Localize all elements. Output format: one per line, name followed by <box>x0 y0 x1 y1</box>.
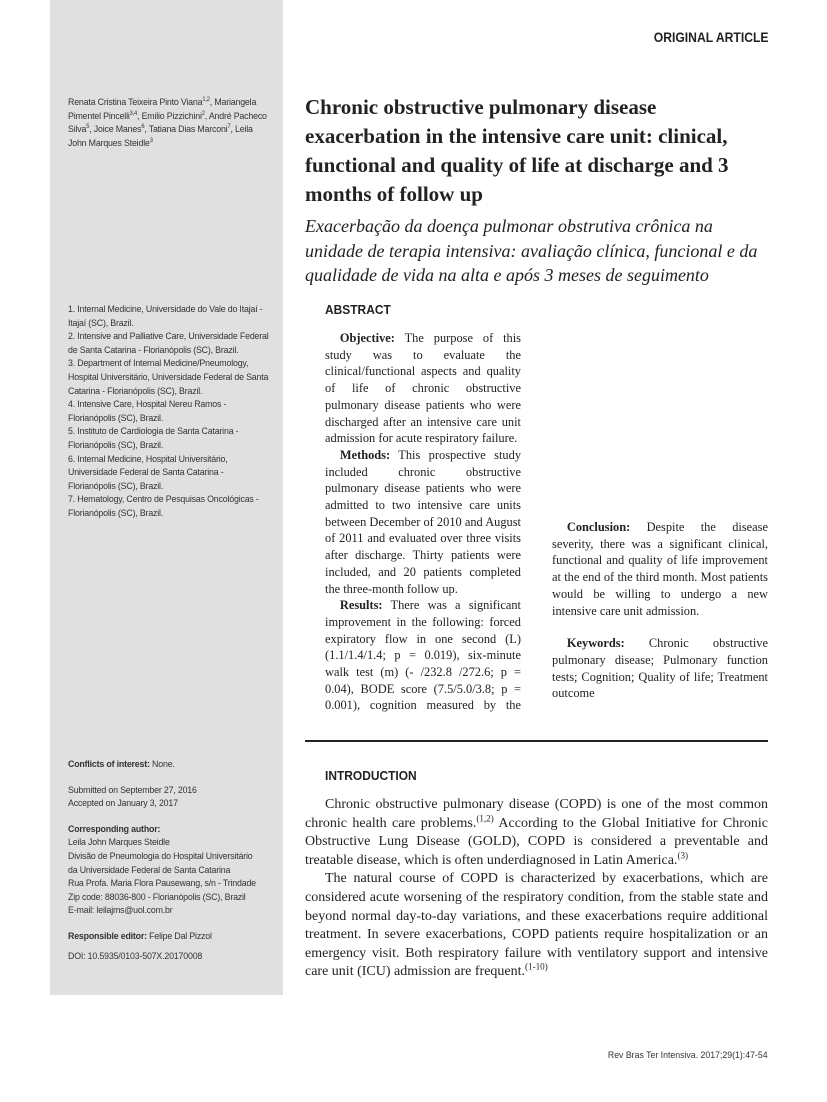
corresponding-email[interactable]: E-mail: leilajms@uol.com.br <box>68 905 173 917</box>
abstract-left-column: Objective: The purpose of this study was to evaluate the clinical/functional aspects and quality of life of chronic obstructive pulmonary disease patients who were discharged after an intensive care unit admission for acute respiratory failure. Methods: This prospective study included chronic obstructive pulmonary disease patients who were admitted to two intensive care units between December of 2010 and August of 2011 and evaluated over three visits after discharge. Thirty patients were included, and 20 patients completed the three-month follow up. Results: There was a significant improvement in the following: forced expiratory flow in one second (L) (1.1/1.4/1.4; p = 0.019), six-minute walk test (m) (- /232.8 /272.6; p = 0.04), BODE score (7.5/5.0/3.8; p = 0.001), cognition measured by the <box>325 331 522 713</box>
submitted-date: Submitted on September 27, 2016 <box>68 784 197 796</box>
corresponding-address: Rua Profa. Maria Flora Pausewang, s/n - Trindade <box>68 878 256 890</box>
accepted-date: Accepted on January 3, 2017 <box>68 798 178 810</box>
abstract-heading: ABSTRACT <box>325 302 391 317</box>
responsible-editor: Responsible editor: Felipe Dal Pizzol <box>68 930 212 942</box>
introduction-heading: INTRODUCTION <box>325 768 417 783</box>
results-continued <box>552 303 768 304</box>
article-meta <box>68 758 272 963</box>
author-list: Renata Cristina Teixeira Pinto Viana$^{1,2}$, Mariangela Pimentel Pincelli$^{3,4}$, Emilio Pizzichini$^2$, André Pacheco Silva$^5$, Joice Manes$^6$, Tatiana Dias Marconi$^7$, Leila John Marques Steidle$^3$ <box>68 95 267 149</box>
corresponding-name: Leila John Marques Steidle <box>68 837 170 849</box>
affiliation: 6. Internal Medicine, Hospital Universitário, Universidade Federal de Santa Catarina - Florianópolis (SC), Brazil. <box>68 453 228 492</box>
affiliation: 1. Internal Medicine, Universidade do Vale do Itajaí - Itajaí (SC), Brazil. <box>68 304 263 329</box>
section-label: ORIGINAL ARTICLE <box>653 30 768 45</box>
corresponding-address: Divisão de Pneumologia do Hospital Universitário <box>68 850 253 862</box>
article-title: Chronic obstructive pulmonary disease exacerbation in the intensive care unit: clinical, functional and quality of life at discharge and 3 months of follow up <box>305 95 729 206</box>
affiliation: 5. Instituto de Cardiologia de Santa Catarina - Florianópolis (SC), Brazil. <box>68 426 239 451</box>
corresponding-address: da Universidade Federal de Santa Catarina <box>68 864 231 876</box>
introduction-body: Chronic obstructive pulmonary disease (COPD) is one of the most common chronic health care problems.$^{(1,2)}$ According to the Global Initiative for Chronic Obstructive Lung Disease (GOLD), COPD is considered a preventable and treatable disease, which is often underdiagnosed in Latin America.$^{(3)}$ The natural course of COPD is characterized by exacerbations, which are considered acute worsening of the respiratory condition, from the stable state and beyond normal day-to-day variations, and these exacerbations require additional treatment. In severe exacerbations, COPD patients require hospitalization or an emergency visit. Both respiratory failure with ventilatory support and intensive care unit (ICU) admission are frequent.$^{(1-10)}$ <box>305 797 769 980</box>
doi[interactable]: DOI: 10.5935/0103-507X.20170008 <box>68 950 203 962</box>
conflicts-of-interest: Conflicts of interest: None. <box>68 759 175 770</box>
affiliations <box>68 303 272 521</box>
affiliation: 4. Intensive Care, Hospital Nereu Ramos - Florianópolis (SC), Brazil. <box>68 399 227 424</box>
abstract-right-column: Conclusion: Despite the disease severity, there was a significant clinical, functional and quality of life improvement at the end of the third month. Most patients would be willing to undergo a new intensive care unit admission. Keywords: Chronic obstructive pulmonary disease; Pulmonary function tests; Cognition; Quality of life; Treatment outcome <box>552 303 768 702</box>
affiliation: 3. Department of Internal Medicine/Pneumology, Hospital Universitário, Universidade Federal de Santa Catarina - Florianópolis (SC), Brazil. <box>68 358 269 397</box>
affiliation: 2. Intensive and Palliative Care, Universidade Federal de Santa Catarina - Florianópolis (SC), Brazil. <box>68 331 269 356</box>
corresponding-address: Zip code: 88036-800 - Florianópolis (SC), Brazil <box>68 891 246 903</box>
affiliation: 7. Hematology, Centro de Pesquisas Oncológicas - Florianópolis (SC), Brazil. <box>68 494 259 519</box>
corresponding-label: Corresponding author: <box>68 823 161 835</box>
journal-citation: Rev Bras Ter Intensiva. 2017;29(1):47-54 <box>608 1050 768 1061</box>
article-subtitle: Exacerbação da doença pulmonar obstrutiva crônica na unidade de terapia intensiva: avaliação clínica, funcional e da qualidade de vida na alta e após 3 meses de seguimento <box>305 216 758 285</box>
section-divider <box>305 740 768 742</box>
